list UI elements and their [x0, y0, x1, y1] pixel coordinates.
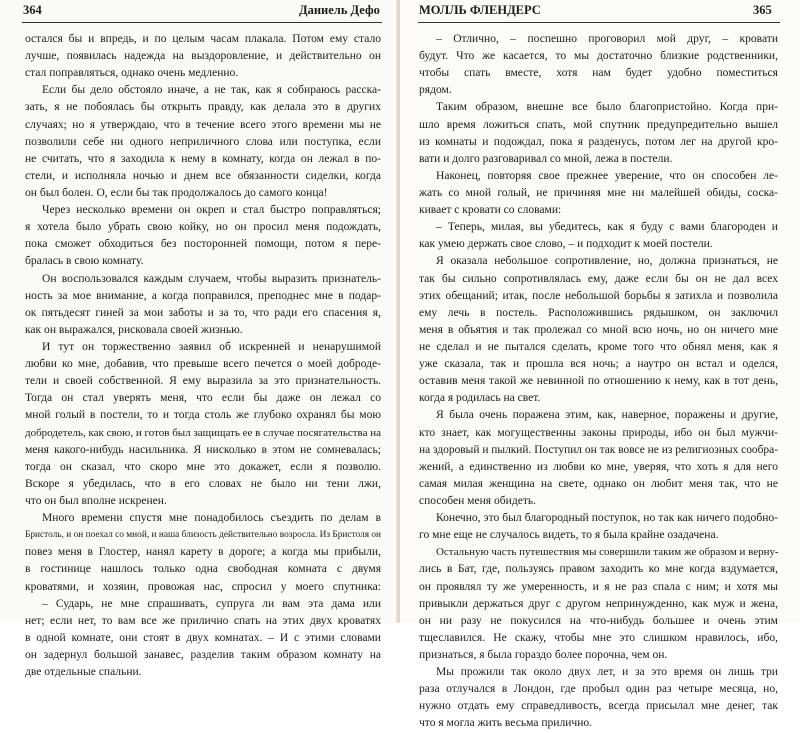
- running-head: Даниель Дефо: [299, 3, 380, 17]
- text-line: раза отлучался в Лондон, где пробыл один раз четыре месяца, но,: [419, 683, 778, 696]
- text-line: ность за мое внимание, а когда поправился, преподнес мне в подар-: [25, 289, 381, 302]
- text-line: Бристоль, и он поехал со мной, и наша близость действительно возросла. Из Бристоля он: [25, 530, 381, 541]
- text-line: го мне еще не случалось видеть, то я была крайне озадачена.: [419, 529, 719, 542]
- text-line: – Теперь, милая, вы убедитесь, как я буду с вами благороден и: [436, 221, 778, 234]
- text-line: Если бы дело обстояло иначе, а не так, как я собираюсь расска-: [42, 84, 381, 97]
- text-line: жать со мной голый, не причиняя мне ни малейшей обиды, соска-: [419, 186, 778, 199]
- text-line: будут. Что же касается, то мы достаточно близкие родственники,: [419, 50, 778, 63]
- text-line: – Отлично, – поспешно проговорил мой друг, – кровати: [436, 33, 778, 45]
- text-line: случаях; но я утверждаю, что в течение всего этого времени мы не: [25, 118, 381, 131]
- text-line: Конечно, это был благородный поступок, но так как ничего подобно-: [436, 512, 778, 525]
- text-line: он был болен. О, если бы так продолжалось до самого конца!: [25, 186, 328, 199]
- body-text: [419, 31, 778, 732]
- text-line: остался бы и впредь, и по целым часам плакала. Потом ему стало: [25, 33, 381, 45]
- text-line: Наконец, повторяя свое прежнее уверение, что он способен ле-: [436, 169, 778, 182]
- text-line: меня в объятия и так пролежал со мной всю ночь, но он ничего мне: [419, 323, 778, 336]
- text-line: когда я родилась на свет.: [419, 392, 541, 405]
- text-line: лучше, появилась надежда на выздоровление, и действительно он: [25, 50, 381, 63]
- text-line: он задернул большой занавес, разделив таким образом комнату на: [25, 648, 381, 661]
- text-line: оставив меня такой же невинной по отношению к нему, как в тот день,: [419, 375, 778, 388]
- text-line: как он выражался, рисковала своей жизнью.: [25, 323, 243, 336]
- text-line: способен меня обидеть.: [419, 494, 537, 507]
- text-line: Я оказала небольшое сопротивление, но, должна признаться, не: [436, 255, 778, 268]
- text-line: кто знает, как могущественны законы природы, ибо он был мужчи-: [419, 426, 778, 439]
- text-line: вати и долго разговаривал со мной, лежа в постели.: [419, 152, 673, 165]
- text-line: бралась в свою комнату.: [25, 255, 144, 268]
- text-line: привыкли держаться друг с другом непринужденно, как муж и жена,: [419, 597, 778, 610]
- text-line: Мы прожили так около двух лет, и за это время он лишь три: [436, 666, 778, 679]
- text-line: уже сказала, так и прошла вся ночь; а наутро он встал и оделся,: [419, 358, 778, 371]
- text-line: меня какого-нибудь насильника. Я нисколько в этом не сомневалась;: [25, 443, 381, 456]
- text-line: я хотела было убрать свою койку, но он просил меня подождать,: [25, 221, 381, 234]
- text-line: нужно отдать ему справедливость, всегда присылал мне денег, так: [419, 700, 778, 713]
- text-line: добродетель, как свою, и готов был защищать ее в случае посягательства на: [25, 426, 381, 439]
- text-line: кроватями, и хозяин, провожая нас, спросил у моего спутника:: [25, 580, 381, 593]
- text-line: так бы сильно сопротивлялась ему, даже если бы он не дал всех: [419, 272, 778, 285]
- text-line: Он воспользовался каждым случаем, чтобы выразить признатель-: [42, 272, 381, 285]
- text-line: И тут он торжественно заявил об искренней и ненарушимой: [42, 340, 381, 353]
- text-line: Много времени спустя мне понадобилось съездить по делам в: [42, 512, 381, 525]
- text-line: две отдельные спальни.: [25, 666, 142, 679]
- text-line: этих обещаний; итак, после небольшой борьбы я затихла и позволила: [419, 289, 778, 302]
- text-line: он проявлял ту же умеренность, и я не раз спала с ним; и хотя мы: [419, 580, 778, 593]
- text-line: не сделал и не пытался сделать, кроме того что обнял меня, как я: [419, 340, 778, 353]
- page-number: 364: [23, 3, 42, 17]
- text-line: позволили себе ни одного неприличного слова или поступка, если: [25, 135, 381, 148]
- text-line: Тогда он стал уверять меня, что если бы даже он лежал со: [25, 392, 381, 405]
- text-line: из комнаты и подождал, пока я разденусь, потом лег на другой кро-: [419, 135, 778, 148]
- text-line: повез меня в Глостер, нанял карету в дороге; а когда мы прибыли,: [25, 546, 381, 559]
- right-page: [400, 0, 800, 730]
- text-line: Таким образом, внешне все было благопристойно. Когда при-: [436, 101, 778, 114]
- text-line: – Сударь, не мне спрашивать, супруга ли вам эта дама или: [42, 597, 381, 610]
- text-line: самая милая женщина на свете, однако он любит меня так, что не: [419, 477, 778, 490]
- text-line: ему лечь в постель. Расположившись рядышком, он заключил: [419, 306, 778, 319]
- text-line: зать, я не побоялась бы открыть правду, как делала это в других: [25, 101, 381, 114]
- text-line: рядом.: [419, 84, 452, 97]
- text-line: чтобы спать вместе, хотя нам будет удобно поместиться: [419, 67, 778, 80]
- text-line: тели и своей собственной. Я ему выразила за это признательность.: [25, 375, 381, 388]
- text-line: Я была очень поражена этим, как, наверное, поражены и другие,: [436, 409, 778, 422]
- text-line: кивает с кровати со словами:: [419, 204, 562, 217]
- text-line: не считать, что я заходила к нему в комнату, когда он лежал в по-: [25, 152, 381, 165]
- text-line: он ни разу не покусился на что-нибудь большее и очень этим: [419, 614, 778, 627]
- text-line: как умею держать свое слово, – и подходит к моей постели.: [419, 238, 713, 251]
- header-rule: [22, 22, 382, 23]
- text-line: в одной комнате, они стоят в двух комнатах. – И с этими словами: [25, 631, 381, 644]
- text-line: Вскоре я убедилась, что в его словах не было ни тени лжи,: [25, 477, 381, 490]
- text-line: пока сможет обходиться без посторонней помощи, потом я пере-: [25, 238, 381, 251]
- page-number: 365: [753, 3, 772, 17]
- text-line: лись в Бат, где, пользуясь правом заходить ко мне когда вздумается,: [419, 563, 778, 576]
- text-line: ок пятьдесят гиней за мои заботы и за то, что ради его спасения я,: [25, 306, 381, 319]
- text-line: в гостинице нашлось только одна свободная комната с двумя: [25, 563, 381, 576]
- text-line: на здоровый и пылкий. Поступил он так вовсе не из религиозных сообра-: [419, 443, 778, 456]
- text-line: Остальную часть путешествия мы совершили таким же образом и верну-: [436, 546, 779, 559]
- header-rule: [418, 22, 780, 23]
- text-line: шло время ложиться спать, мой спутник предупредительно вышел: [419, 118, 778, 131]
- text-line: любви ко мне, добавив, что превыше всего печется о моей доброде-: [25, 358, 381, 371]
- text-line: Через несколько времени он окреп и стал быстро поправляться;: [42, 204, 381, 217]
- text-line: что я могла жить весьма прилично.: [419, 717, 593, 730]
- text-line: жений, а единственно из любви ко мне, уверяя, что хоть я для него: [419, 460, 778, 473]
- text-line: стели, и исполняла ночью и днем все обязанности сиделки, когда: [25, 169, 381, 182]
- text-line: признаться, я была гораздо более порочна, чем он.: [419, 648, 668, 661]
- text-line: тогда он сказал, что скоро мне это докажет, если я позволю.: [25, 460, 381, 473]
- text-line: мной голый в постели, то и тогда столь же глубоко охранял бы мою: [25, 409, 381, 422]
- text-line: что он был вполне искренен.: [25, 494, 167, 507]
- running-head: МОЛЛЬ ФЛЕНДЕРС: [419, 3, 541, 17]
- text-line: стал поправляться, однако очень медленно.: [25, 67, 239, 80]
- text-line: нет; если нет, то вам все же прилично спать на этих двух кроватях: [25, 614, 381, 627]
- left-page: [0, 0, 398, 679]
- text-line: тщеславился. Не скажу, чтобы мне это слишком нравилось, ибо,: [419, 631, 778, 644]
- body-text: [25, 31, 381, 681]
